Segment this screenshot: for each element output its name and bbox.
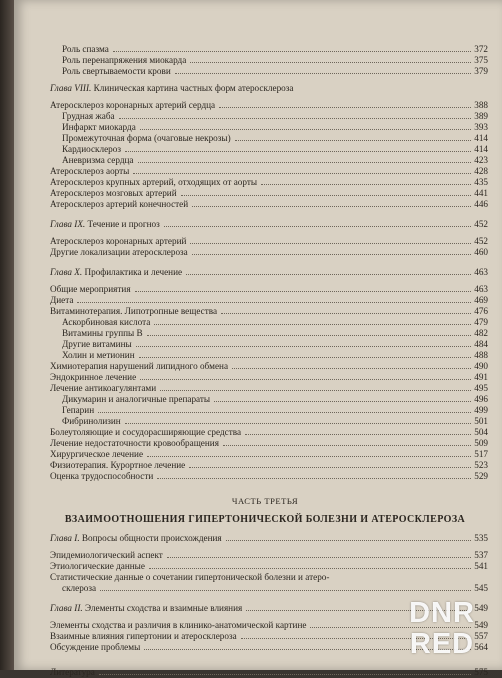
dotted-leader <box>147 456 471 457</box>
toc-entry <box>50 111 502 122</box>
toc-entry-title: Атеросклероз коронарных артерий <box>50 236 187 246</box>
toc-entry <box>50 561 502 572</box>
toc-entry <box>50 383 502 394</box>
toc-entry-title: Оценка трудоспособности <box>50 471 154 481</box>
toc-entry-title: Другие витамины <box>62 339 132 349</box>
toc-page-number: 541 <box>474 561 488 571</box>
dotted-leader <box>192 206 471 207</box>
dotted-leader <box>98 412 471 413</box>
toc-entry-title: Атеросклероз коронарных артерий сердца <box>50 100 216 110</box>
toc-entry-title: Витамины группы В <box>62 328 143 338</box>
toc-entry-title: Холин и метионин <box>62 350 135 360</box>
toc-chapter-row <box>50 267 502 278</box>
dotted-leader <box>113 51 471 52</box>
dotted-leader <box>147 335 471 336</box>
toc-entry <box>50 372 502 383</box>
dotted-leader <box>138 162 471 163</box>
toc-page-number: 545 <box>474 583 488 593</box>
toc-page-number: 517 <box>474 449 488 459</box>
dotted-leader <box>192 254 471 255</box>
chapter-label: Глава VIII. <box>50 83 92 93</box>
toc-entry <box>50 55 502 66</box>
toc-page-number: 484 <box>474 339 488 349</box>
toc-page-number: 491 <box>474 372 488 382</box>
toc-page-number: 463 <box>474 267 488 277</box>
toc-entry <box>50 166 502 177</box>
toc-page-number: 435 <box>474 177 488 187</box>
toc-entry <box>50 667 502 678</box>
dotted-leader <box>167 557 471 558</box>
dotted-leader <box>77 302 471 303</box>
dotted-leader <box>133 173 471 174</box>
toc-entry <box>50 328 502 339</box>
toc-page-number: 501 <box>474 416 488 426</box>
dotted-leader <box>125 423 471 424</box>
dotted-leader <box>160 390 471 391</box>
chapter-label: Глава IX. <box>50 219 86 229</box>
dotted-leader <box>221 313 471 314</box>
dotted-leader <box>235 140 471 141</box>
toc-entry-title: Атеросклероз аорты <box>50 166 130 176</box>
book-page <box>14 0 502 677</box>
dotted-leader <box>245 434 471 435</box>
toc-entry-title: Гепарин <box>62 405 95 415</box>
toc-entry <box>50 361 502 372</box>
toc-entry <box>50 405 502 416</box>
toc-entry <box>50 350 502 361</box>
toc-page-number: 463 <box>474 284 488 294</box>
toc-entry <box>50 284 502 295</box>
toc-page-number: 495 <box>474 383 488 393</box>
toc-entry <box>50 416 502 427</box>
toc-entry-title: Роль спазма <box>62 44 109 54</box>
toc-entry-title: Аскорбиновая кислота <box>62 317 151 327</box>
dotted-leader <box>189 467 471 468</box>
chapter-label: Глава I. <box>50 533 80 543</box>
toc-entry-title: Элементы сходства и различия в клинико-анатомической картине <box>50 620 307 630</box>
toc-entry-title: Роль свертываемости крови <box>62 66 171 76</box>
dotted-leader <box>100 590 471 591</box>
toc-page-number: 482 <box>474 328 488 338</box>
dotted-leader <box>154 324 471 325</box>
toc-entry <box>50 199 502 210</box>
toc-entry <box>50 133 502 144</box>
toc-entry <box>50 295 502 306</box>
book-spine <box>0 0 14 670</box>
dotted-leader <box>139 357 471 358</box>
dotted-leader <box>186 274 471 275</box>
chapter-label: Глава X. <box>50 267 83 277</box>
toc-entry <box>50 144 502 155</box>
toc-entry-title: Дикумарин и аналогичные препараты <box>62 394 211 404</box>
toc-page-number: 496 <box>474 394 488 404</box>
dotted-leader <box>214 401 471 402</box>
toc-page-number: 499 <box>474 405 488 415</box>
toc-page-number: 460 <box>474 247 488 257</box>
dotted-leader <box>181 195 471 196</box>
toc-entry <box>50 44 502 55</box>
toc-chapter-row <box>50 83 502 94</box>
toc-entry <box>50 471 502 482</box>
toc-page-number: 575 <box>474 667 488 677</box>
toc-page-number: 535 <box>474 533 488 543</box>
dotted-leader <box>135 291 471 292</box>
dotted-leader <box>232 368 471 369</box>
part-title: ВЗАИМООТНОШЕНИЯ ГИПЕРТОНИЧЕСКОЙ БОЛЕЗНИ И АТЕРОСКЛЕРОЗА <box>64 514 466 525</box>
toc-page-number: 529 <box>474 471 488 481</box>
dotted-leader <box>125 151 471 152</box>
toc-page-number: 452 <box>474 219 488 229</box>
toc-page-number: 509 <box>474 438 488 448</box>
part-heading: ЧАСТЬ ТРЕТЬЯ <box>231 496 299 506</box>
toc-entry-title: Статистические данные о сочетании гипертонической болезни и атеро- <box>50 572 330 582</box>
dotted-leader <box>226 540 471 541</box>
dotted-leader <box>190 243 471 244</box>
watermark-line1: DNR <box>409 597 475 629</box>
toc-entry <box>50 122 502 133</box>
toc-entry <box>50 438 502 449</box>
spacer <box>50 482 502 496</box>
watermark-line2: RED <box>409 628 475 660</box>
dotted-leader <box>99 674 471 675</box>
toc-entry-title: Этиологические данные <box>50 561 145 571</box>
toc-page-number: 549 <box>474 603 488 613</box>
toc-entry-title: Витаминотерапия. Липотропные вещества <box>50 306 218 316</box>
toc-chapter-row <box>50 533 502 544</box>
dotted-leader <box>140 379 471 380</box>
toc-entry-title: Хирургическое лечение <box>50 449 144 459</box>
toc-entry <box>50 460 502 471</box>
toc-page-number: 557 <box>474 631 488 641</box>
dotted-leader <box>219 107 471 108</box>
spacer <box>50 258 502 267</box>
toc-chapter-row <box>50 219 502 230</box>
toc-page-number: 537 <box>474 550 488 560</box>
toc-entry <box>50 427 502 438</box>
toc-page-number: 476 <box>474 306 488 316</box>
watermark-logo <box>390 598 494 662</box>
chapter-title: Вопросы общности происхождения <box>81 533 222 543</box>
toc-entry-title: Физиотерапия. Курортное лечение <box>50 460 186 470</box>
toc-entry-title: Аневризма сердца <box>62 155 134 165</box>
toc-page-number: 423 <box>474 155 488 165</box>
table-of-contents <box>50 44 502 678</box>
toc-entry <box>50 155 502 166</box>
toc-page-number: 490 <box>474 361 488 371</box>
toc-entry-title: Атеросклероз мозговых артерий <box>50 188 177 198</box>
toc-entry-title: Обсуждение проблемы <box>50 642 141 652</box>
chapter-label: Глава II. <box>50 603 83 613</box>
toc-entry <box>50 394 502 405</box>
toc-entry <box>50 583 502 594</box>
toc-entry-title: Общие мероприятия <box>50 284 131 294</box>
toc-page-number: 414 <box>474 144 488 154</box>
toc-entry <box>50 449 502 460</box>
toc-entry <box>50 339 502 350</box>
dotted-leader <box>119 118 471 119</box>
toc-page-number: 372 <box>474 44 488 54</box>
toc-page-number: 393 <box>474 122 488 132</box>
toc-entry <box>50 100 502 111</box>
toc-entry-title: Литература <box>50 667 95 677</box>
toc-entry <box>50 66 502 77</box>
toc-page-number: 389 <box>474 111 488 121</box>
dotted-leader <box>261 184 471 185</box>
toc-entry <box>50 247 502 258</box>
dotted-leader <box>136 346 471 347</box>
toc-entry-title: Болеутоляющие и сосудорасширяющие средства <box>50 427 242 437</box>
toc-page-number: 441 <box>474 188 488 198</box>
toc-page-number: 479 <box>474 317 488 327</box>
toc-entry-title: Эндокринное лечение <box>50 372 137 382</box>
toc-entry-title: Кардиосклероз <box>62 144 121 154</box>
toc-entry-title: Фибринолизин <box>62 416 121 426</box>
toc-page-number: 388 <box>474 100 488 110</box>
toc-entry <box>50 306 502 317</box>
toc-entry-title: Атеросклероз крупных артерий, отходящих от аорты <box>50 177 258 187</box>
dotted-leader <box>164 226 471 227</box>
toc-entry-title: Грудная жаба <box>62 111 115 121</box>
toc-entry-title: Лечение антикоагулянтами <box>50 383 157 393</box>
chapter-title: Течение и прогноз <box>87 219 160 229</box>
toc-entry-title: Эпидемиологический аспект <box>50 550 163 560</box>
toc-entry <box>50 572 502 583</box>
toc-page-number: 452 <box>474 236 488 246</box>
toc-entry-title: Химиотерапия нарушений липидного обмена <box>50 361 229 371</box>
toc-entry-title: Лечение недостаточности кровообращения <box>50 438 219 448</box>
toc-page-number: 375 <box>474 55 488 65</box>
dotted-leader <box>175 73 471 74</box>
dotted-leader <box>223 445 471 446</box>
dotted-leader <box>157 478 471 479</box>
toc-page-number: 379 <box>474 66 488 76</box>
toc-entry-title: склероза <box>62 583 97 593</box>
toc-entry-title: Промежуточная форма (очаговые некрозы) <box>62 133 231 143</box>
chapter-title: Профилактика и лечение <box>84 267 183 277</box>
dotted-leader <box>190 62 471 63</box>
toc-entry <box>50 236 502 247</box>
toc-page-number: 523 <box>474 460 488 470</box>
dotted-leader <box>149 568 471 569</box>
toc-entry-title: Другие локализации атеросклероза <box>50 247 188 257</box>
toc-entry-title: Диета <box>50 295 74 305</box>
toc-page-number: 549 <box>474 620 488 630</box>
toc-entry-title: Инфаркт миокарда <box>62 122 136 132</box>
toc-entry <box>50 317 502 328</box>
toc-entry <box>50 188 502 199</box>
toc-entry-title: Роль перенапряжения миокарда <box>62 55 187 65</box>
toc-entry-title: Взаимные влияния гипертонии и атеросклероза <box>50 631 237 641</box>
spacer <box>50 210 502 219</box>
dotted-leader <box>140 129 471 130</box>
toc-page-number: 469 <box>474 295 488 305</box>
toc-page-number: 564 <box>474 642 488 652</box>
toc-entry <box>50 550 502 561</box>
toc-entry <box>50 177 502 188</box>
chapter-title: Клиническая картина частных форм атеросклероза <box>93 83 294 93</box>
toc-page-number: 414 <box>474 133 488 143</box>
toc-page-number: 446 <box>474 199 488 209</box>
chapter-title: Элементы сходства и взаимные влияния <box>84 603 243 613</box>
toc-page-number: 504 <box>474 427 488 437</box>
toc-entry-title: Атеросклероз артерий конечностей <box>50 199 189 209</box>
toc-page-number: 428 <box>474 166 488 176</box>
toc-page-number: 488 <box>474 350 488 360</box>
